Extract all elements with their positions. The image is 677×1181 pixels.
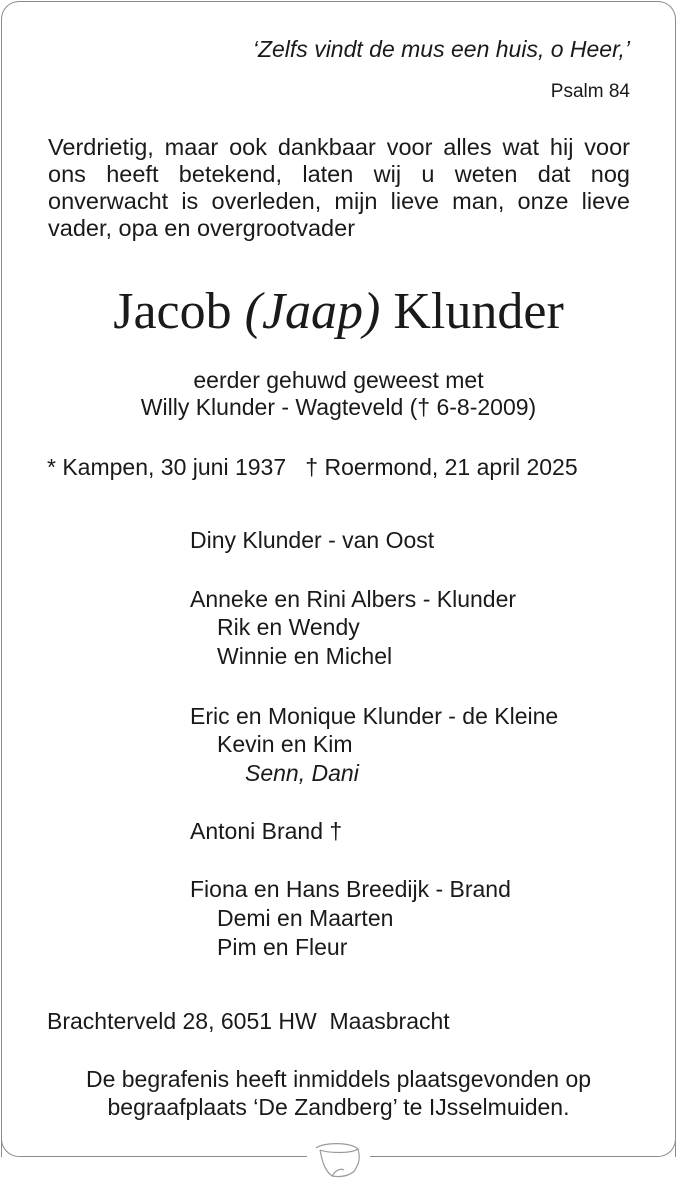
- psalm-quote: ‘Zelfs vindt de mus een huis, o Heer,’: [252, 36, 630, 62]
- family-member: Rik en Wendy: [217, 614, 360, 640]
- funeral-line-2: begraafplaats ‘De Zandberg’ te IJsselmuiden.: [107, 1094, 570, 1120]
- intro-text: Verdrietig, maar ook dankbaar voor alles wat hij voor ons heeft betekend, laten wij u weten dat nog onverwacht is overleden, mijn lieve man, onze lieve vader, opa en overgrootvader: [48, 134, 630, 241]
- funeral-line-1: De begrafenis heeft inmiddels plaatsgevonden op: [85, 1066, 592, 1092]
- family-member: Eric en Monique Klunder - de Kleine: [190, 703, 559, 729]
- spouse-line-2: Willy Klunder - Wagteveld († 6-8-2009): [140, 394, 537, 420]
- ornament-icon: [310, 1140, 366, 1180]
- last-name: Klunder: [393, 283, 564, 340]
- deceased-name: [0, 282, 677, 342]
- bottom-border-left: [1, 1138, 307, 1157]
- family-member: Antoni Brand †: [190, 818, 343, 844]
- family-member: Senn, Dani: [245, 760, 359, 786]
- psalm-reference: Psalm 84: [550, 81, 630, 102]
- bottom-border-right: [370, 1138, 676, 1157]
- family-member: Winnie en Michel: [217, 643, 393, 669]
- nickname: (Jaap): [244, 283, 381, 340]
- family-member: Demi en Maarten: [217, 905, 394, 931]
- first-name: Jacob: [113, 283, 232, 340]
- address: Brachterveld 28, 6051 HW Maasbracht: [47, 1008, 450, 1034]
- spouse-line-1: eerder gehuwd geweest met: [193, 367, 484, 393]
- family-member: Pim en Fleur: [217, 934, 348, 960]
- family-member: Anneke en Rini Albers - Klunder: [190, 586, 517, 612]
- family-member: Diny Klunder - van Oost: [190, 527, 435, 553]
- birth-death-dates: * Kampen, 30 juni 1937 † Roermond, 21 april 2025: [47, 454, 578, 480]
- family-member: Fiona en Hans Breedijk - Brand: [190, 876, 511, 902]
- family-member: Kevin en Kim: [217, 731, 353, 757]
